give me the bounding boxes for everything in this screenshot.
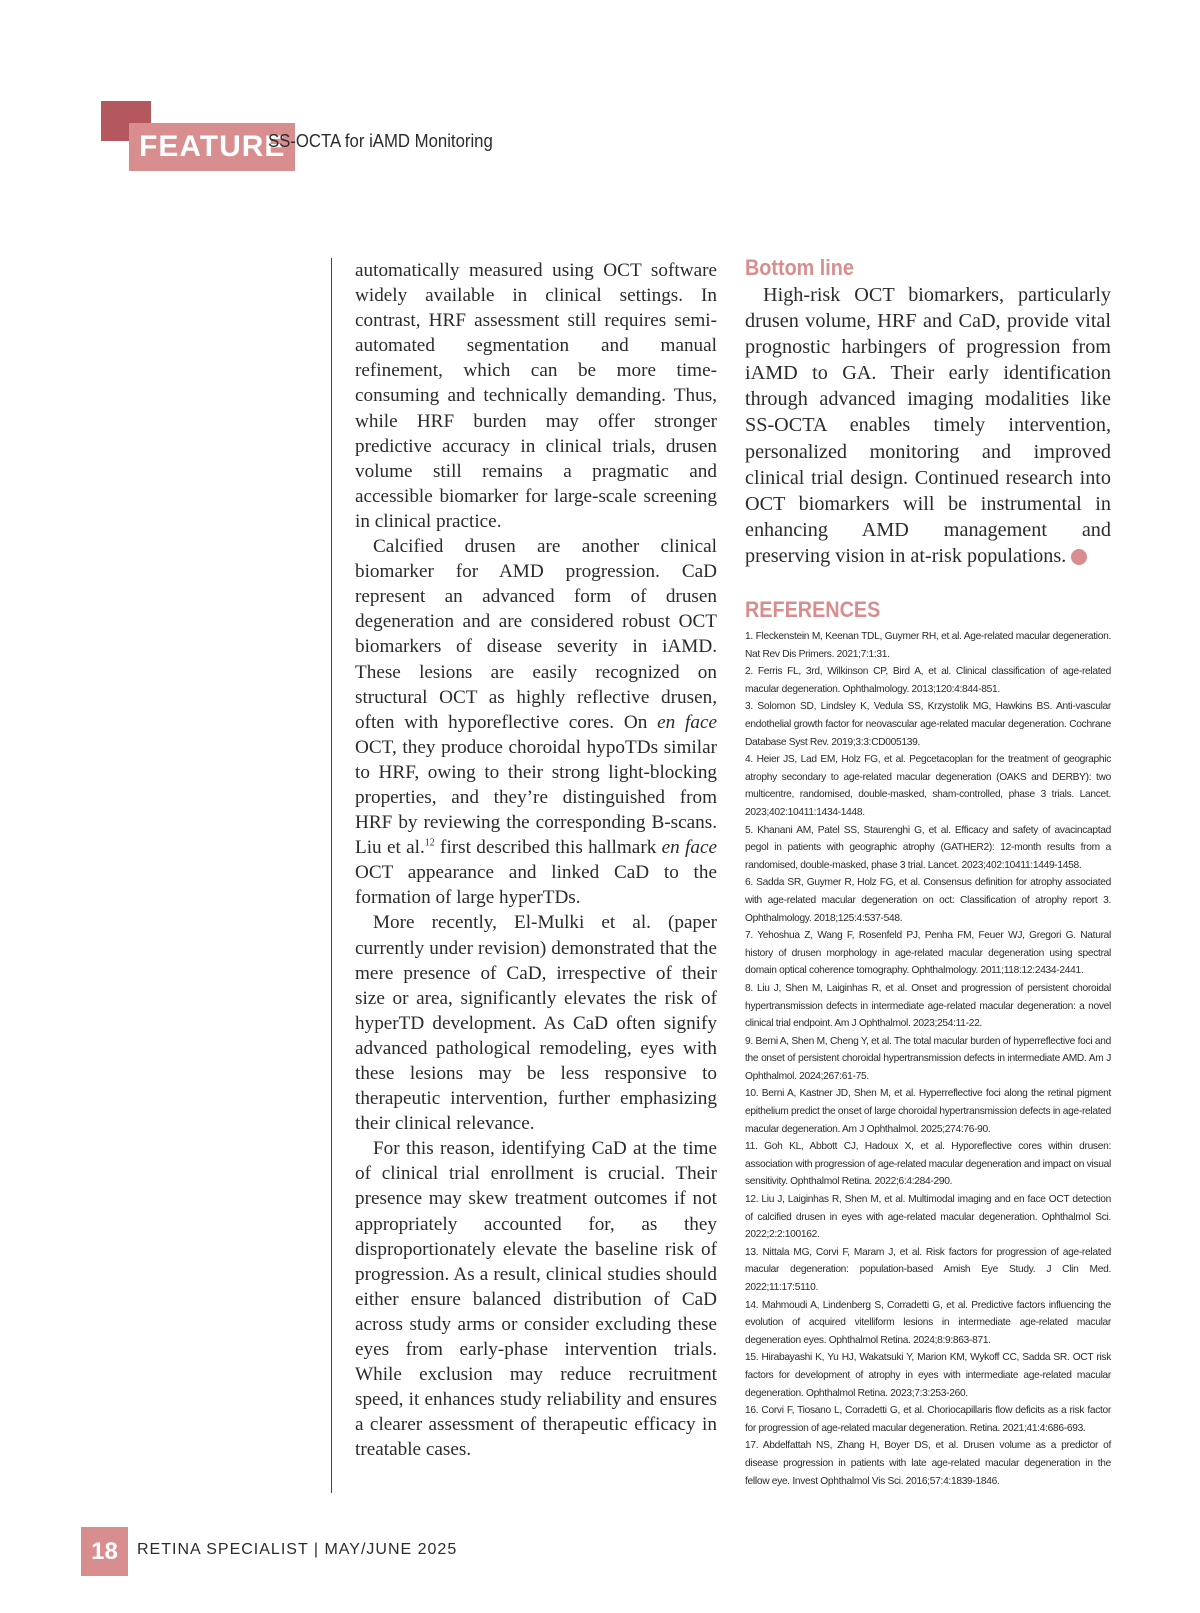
reference-item: 1. Fleckenstein M, Keenan TDL, Guymer RH, et al. Age-related macular degeneration. Nat Rev Dis Primers. 2021;7:1:31. (745, 631, 1111, 660)
bottom-line-paragraph (745, 282, 1111, 569)
text-run: High-risk OCT biomarkers, particularly drusen volume, HRF and CaD, provide vital prognostic harbingers of progression from iAMD to GA. Their early identification through advanced imaging modalities like SS-OCTA enables timely intervention, personalized monitoring and improved clinical trial design. Continued research into OCT biomarkers will be instrumental in enhancing AMD management and preserving vision in at-risk populations. (745, 284, 1111, 567)
body-column-left (355, 258, 717, 1463)
italic-term: en face (657, 711, 717, 733)
publication-footer: RETINA SPECIALIST | MAY/JUNE 2025 (137, 1541, 458, 1558)
reference-item: 17. Abdelfattah NS, Zhang H, Boyer DS, et al. Drusen volume as a predictor of disease progression in patients with late age-related macular degeneration in the fellow eye. Invest Ophthalmol Vis Sci. 2016;57:4:1839-1846. (745, 1440, 1111, 1487)
text-run: Calcified drusen are another clinical biomarker for AMD progression. CaD represent an advanced form of drusen degeneration and are considered robust OCT biomarkers of disease severity in iAMD. These lesions are easily recognized on structural OCT as highly reflective drusen, often with hyporeflective cores. On (355, 536, 717, 733)
reference-item: 5. Khanani AM, Patel SS, Staurenghi G, et al. Efficacy and safety of avacincaptad pegol in patients with geographic atrophy (GATHER2): 12-month results from a randomised, double-masked, phase 3 trial. Lancet. 2023;402:10411:1449-1458. (745, 824, 1111, 871)
reference-item: 10. Berni A, Kastner JD, Shen M, et al. Hyperreflective foci along the retinal pigment epithelium predict the onset of large choroidal hypertransmission defects in age-related macular degeneration. Am J Ophthalmol. 2025;274:76-90. (745, 1088, 1111, 1135)
references-heading: REFERENCES (745, 597, 881, 623)
body-paragraph: More recently, El-Mulki et al. (paper currently under revision) demonstrated that the mere presence of CaD, irrespective of their size or area, significantly elevates the risk of hyperTD development. As CaD often signify advanced pathological remodeling, eyes with these lesions may be less responsive to therapeutic intervention, further emphasizing their clinical relevance. (355, 912, 717, 1135)
body-column-right (745, 254, 1111, 1490)
section-tag: FEATURE (129, 123, 295, 171)
reference-item: 14. Mahmoudi A, Lindenberg S, Corradetti G, et al. Predictive factors influencing the evolution of acquired vitelliform lesions in intermediate age-related macular degeneration eyes. Ophthalmol Retina. 2024;8:9:863-871. (745, 1299, 1111, 1346)
reference-item: 9. Berni A, Shen M, Cheng Y, et al. The total macular burden of hyperreflective foci and the onset of persistent choroidal hypertransmission defects in intermediate AMD. Am J Ophthalmol. 2024;267:61-75. (745, 1035, 1111, 1082)
references-list (745, 628, 1111, 1490)
body-paragraph: automatically measured using OCT software widely available in clinical settings. In contrast, HRF assessment still requires semi-automated segmentation and manual refinement, which can be more time-consuming and technically demanding. Thus, while HRF burden may offer stronger predictive accuracy in clinical trials, drusen volume still remains a pragmatic and accessible biomarker for large-scale screening in clinical practice. (355, 260, 717, 532)
end-mark-icon: RS (1071, 549, 1087, 565)
reference-item: 3. Solomon SD, Lindsley K, Vedula SS, Krzystolik MG, Hawkins BS. Anti-vascular endothelial growth factor for neovascular age-related macular degeneration. Cochrane Database Syst Rev. 2019;3:3:CD005139. (745, 701, 1111, 748)
column-divider (331, 258, 332, 1493)
italic-term: en face (661, 837, 717, 859)
reference-item: 16. Corvi F, Tiosano L, Corradetti G, et al. Choriocapillaris flow deficits as a risk factor for progression of age-related macular degeneration. Retina. 2021;41:4:686-693. (745, 1405, 1111, 1434)
text-run: OCT appearance and linked CaD to the formation of large hyperTDs. (355, 862, 717, 909)
reference-item: 11. Goh KL, Abbott CJ, Hadoux X, et al. Hyporeflective cores within drusen: association with progression of age-related macular degeneration and impact on visual sensitivity. Ophthalmol Retina. 2022;6:4:284-290. (745, 1141, 1111, 1188)
text-run: first described this hallmark (434, 837, 662, 859)
reference-item: 7. Yehoshua Z, Wang F, Rosenfeld PJ, Penha FM, Feuer WJ, Gregori G. Natural history of drusen morphology in age-related macular degeneration using spectral domain optical coherence tomography. Ophthalmology. 2011;118:12:2434-2441. (745, 930, 1111, 977)
citation-superscript: 12 (424, 837, 435, 849)
reference-item: 2. Ferris FL, 3rd, Wilkinson CP, Bird A, et al. Clinical classification of age-related macular degeneration. Ophthalmology. 2013;120:4:844-851. (745, 666, 1111, 695)
page-number: 18 (81, 1527, 128, 1576)
body-paragraph (355, 534, 717, 910)
body-paragraph: For this reason, identifying CaD at the time of clinical trial enrollment is crucial. Their presence may skew treatment outcomes if not appropriately accounted for, as they disproportionately elevate the baseline risk of progression. As a result, clinical studies should either ensure balanced distribution of CaD across study arms or consider excluding these eyes from early-phase intervention trials. While exclusion may reduce recruitment speed, it enhances study reliability and ensures a clearer assessment of therapeutic efficacy in treatable cases. (355, 1138, 717, 1461)
bottom-line-heading: Bottom line (745, 255, 854, 280)
reference-item: 6. Sadda SR, Guymer R, Holz FG, et al. Consensus definition for atrophy associated with age-related macular degeneration on oct: Classification of atrophy report 3. Ophthalmology. 2018;125:4:537-548. (745, 877, 1111, 924)
reference-item: 13. Nittala MG, Corvi F, Maram J, et al. Risk factors for progression of age-related macular degeneration: population-based Amish Eye Study. J Clin Med. 2022;11:17:5110. (745, 1246, 1111, 1293)
reference-item: 8. Liu J, Shen M, Laiginhas R, et al. Onset and progression of persistent choroidal hypertransmission defects in intermediate age-related macular degeneration: a novel clinical trial endpoint. Am J Ophthalmol. 2023;254:11-22. (745, 982, 1111, 1030)
reference-item: 12. Liu J, Laiginhas R, Shen M, et al. Multimodal imaging and en face OCT detection of calcified drusen in eyes with age-related macular degeneration. Ophthalmol Sci. 2022;2:2:100162. (745, 1194, 1111, 1241)
reference-item: 4. Heier JS, Lad EM, Holz FG, et al. Pegcetacoplan for the treatment of geographic atrophy secondary to age-related macular degeneration (OAKS and DERBY): two multicentre, randomised, double-masked, sham-controlled, phase 3 trials. Lancet. 2023;402:10411:1434-1448. (745, 754, 1111, 818)
text-run: OCT, they produce choroidal hypoTDs similar to HRF, owing to their strong light-blocking properties, and they’re distinguished from HRF by reviewing the corresponding B-scans. Liu et al. (355, 736, 717, 859)
reference-item: 15. Hirabayashi K, Yu HJ, Wakatsuki Y, Marion KM, Wykoff CC, Sadda SR. OCT risk factors for development of atrophy in eyes with intermediate age-related macular degeneration. Ophthalmol Retina. 2023;7:3:253-260. (745, 1352, 1111, 1399)
article-running-title: SS-OCTA for iAMD Monitoring (268, 131, 493, 151)
